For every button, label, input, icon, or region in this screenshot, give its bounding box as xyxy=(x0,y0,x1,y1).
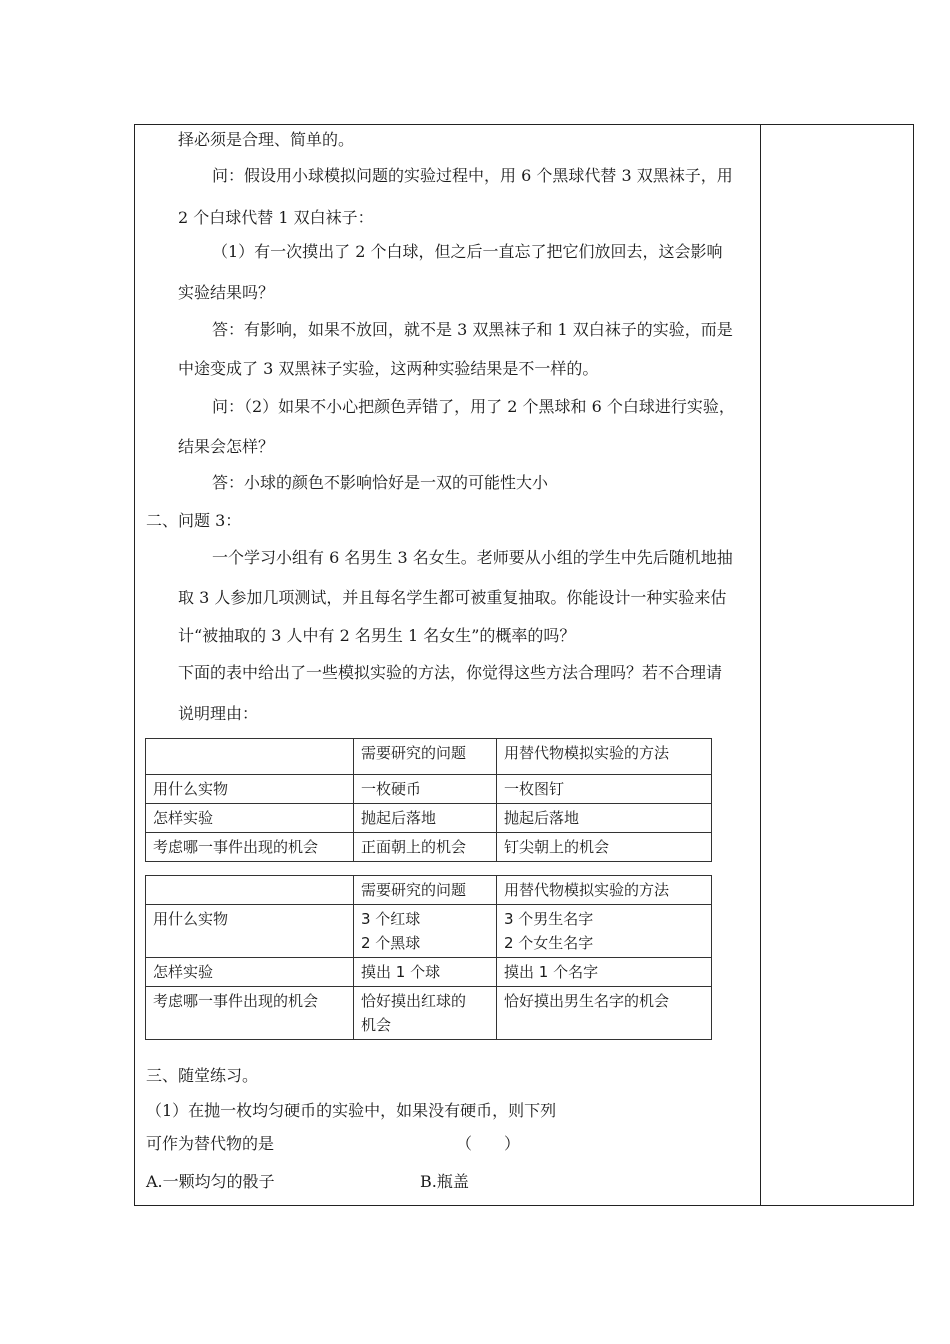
table-cell: 3 个红球 2 个黑球 xyxy=(354,905,497,958)
table-cell: 一枚图钉 xyxy=(497,775,712,804)
exercise-question: （1）在抛一枚均匀硬币的实验中，如果没有硬币，则下列 xyxy=(146,1101,557,1120)
option-b: B.瓶盖 xyxy=(420,1172,469,1191)
table-cell: 恰好摸出红球的 机会 xyxy=(354,987,497,1040)
simulation-table-1 xyxy=(145,738,712,862)
option-a: A.一颗均匀的骰子 xyxy=(146,1172,275,1191)
table-cell: 正面朝上的机会 xyxy=(354,833,497,862)
table-header-cell: 需要研究的问题 xyxy=(354,876,497,905)
table-cell: 一枚硬币 xyxy=(354,775,497,804)
table-cell: 用什么实物 xyxy=(146,775,354,804)
text-line: 问：（2）如果不小心把颜色弄错了，用了 2 个黑球和 6 个白球进行实验， xyxy=(212,397,735,416)
table-cell: 抛起后落地 xyxy=(354,804,497,833)
section-heading: 二、问题 3： xyxy=(146,511,242,530)
text-line: 说明理由： xyxy=(178,704,259,723)
column-divider xyxy=(760,124,761,1206)
table-cell: 考虑哪一事件出现的机会 xyxy=(146,987,354,1040)
text-line: 取 3 人参加几项测试，并且每名学生都可被重复抽取。你能设计一种实验来估 xyxy=(178,588,727,607)
text-line: 计“被抽取的 3 人中有 2 名男生 1 名女生”的概率的吗？ xyxy=(178,626,576,645)
text-line: 答：小球的颜色不影响恰好是一双的可能性大小 xyxy=(212,473,549,492)
section-heading: 三、随堂练习。 xyxy=(146,1066,259,1085)
text-line: 2 个白球代替 1 双白袜子： xyxy=(178,208,374,227)
table-cell xyxy=(146,876,354,905)
table-header-cell: 用替代物模拟实验的方法 xyxy=(497,739,712,775)
text-line: 一个学习小组有 6 名男生 3 名女生。老师要从小组的学生中先后随机地抽 xyxy=(212,548,733,567)
table-cell: 摸出 1 个名字 xyxy=(497,958,712,987)
text-line: （1）有一次摸出了 2 个白球，但之后一直忘了把它们放回去，这会影响 xyxy=(212,242,723,261)
table-cell: 摸出 1 个球 xyxy=(354,958,497,987)
text-line: 中途变成了 3 双黑袜子实验，这两种实验结果是不一样的。 xyxy=(178,359,599,378)
text-line: 择必须是合理、简单的。 xyxy=(178,130,355,149)
text-line: 结果会怎样？ xyxy=(178,437,275,456)
table-cell: 恰好摸出男生名字的机会 xyxy=(497,987,712,1040)
table-cell: 考虑哪一事件出现的机会 xyxy=(146,833,354,862)
simulation-table-2 xyxy=(145,875,712,1040)
text-line: 下面的表中给出了一些模拟实验的方法，你觉得这些方法合理吗？若不合理请 xyxy=(178,663,723,682)
answer-blank: （ ） xyxy=(456,1134,521,1153)
table-header-cell: 用替代物模拟实验的方法 xyxy=(497,876,712,905)
table-cell: 怎样实验 xyxy=(146,804,354,833)
table-cell: 用什么实物 xyxy=(146,905,354,958)
text-line: 答：有影响，如果不放回，就不是 3 双黑袜子和 1 双白袜子的实验，而是 xyxy=(212,320,733,339)
text-line: 实验结果吗？ xyxy=(178,283,275,302)
table-header-cell: 需要研究的问题 xyxy=(354,739,497,775)
exercise-question: 可作为替代物的是 xyxy=(146,1134,275,1153)
table-cell: 钉尖朝上的机会 xyxy=(497,833,712,862)
text-line: 问：假设用小球模拟问题的实验过程中，用 6 个黑球代替 3 双黑袜子，用 xyxy=(212,166,733,185)
table-cell: 怎样实验 xyxy=(146,958,354,987)
table-cell: 3 个男生名字 2 个女生名字 xyxy=(497,905,712,958)
table-cell xyxy=(146,739,354,775)
table-cell: 抛起后落地 xyxy=(497,804,712,833)
